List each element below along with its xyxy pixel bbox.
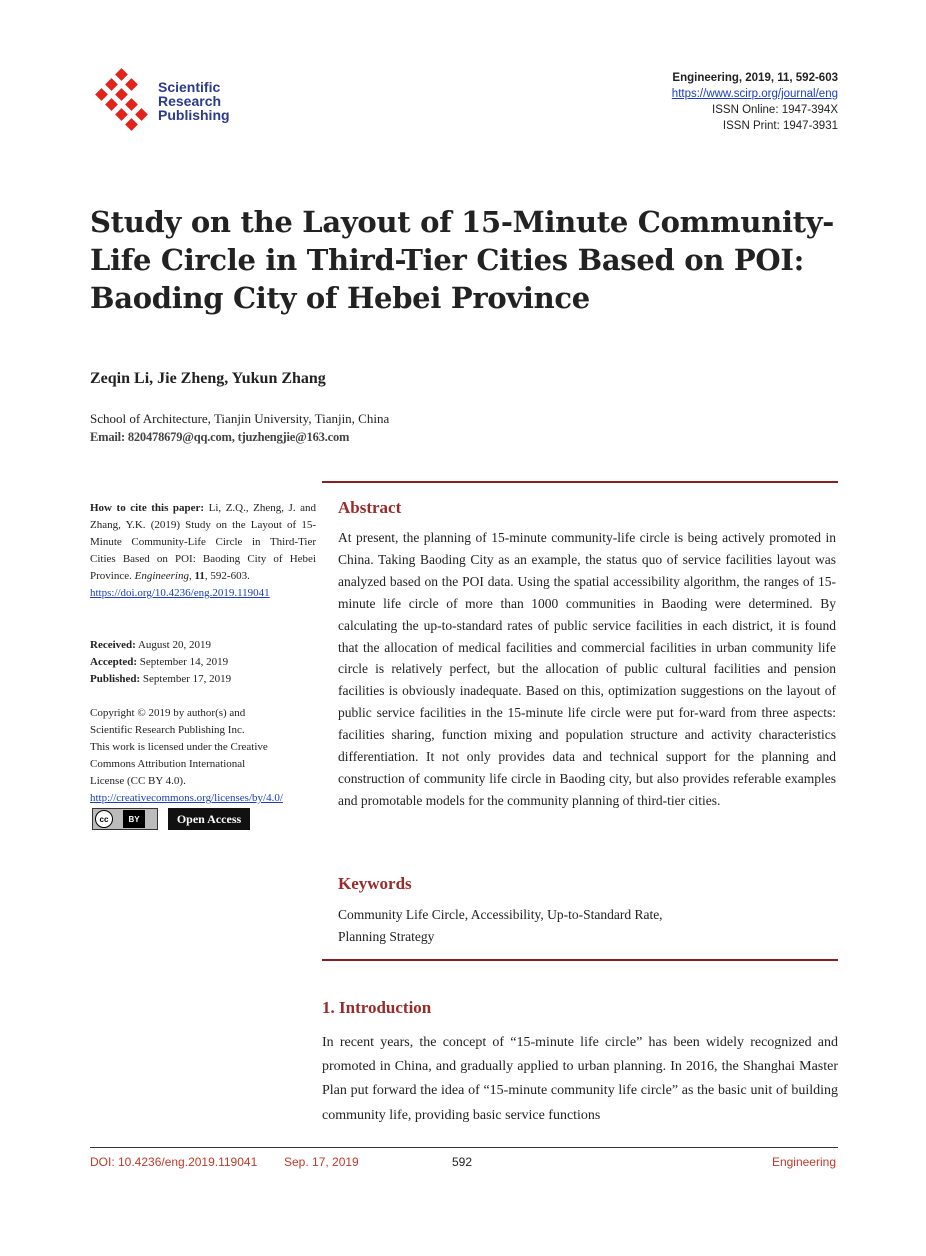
footer-doi: DOI: 10.4236/eng.2019.119041 [90,1155,258,1169]
keywords-line-2: Planning Strategy [338,929,435,944]
paper-title: Study on the Layout of 15-Minute Community-Life Circle in Third-Tier Cities Based on POI: Baoding City of Hebei Province [90,205,835,315]
license-link[interactable]: http://creativecommons.org/licenses/by/4.0/ [90,792,283,804]
accepted-date: September 14, 2019 [137,656,229,668]
license-line-3: License (CC BY 4.0). [90,775,186,787]
footer-date: Sep. 17, 2019 [284,1155,359,1169]
journal-url-link[interactable]: https://www.scirp.org/journal/eng [671,88,838,100]
abstract-top-rule [322,481,838,483]
published-date: September 17, 2019 [140,673,232,685]
license-line-1: This work is licensed under the Creative [90,741,268,753]
journal-citation: Engineering, 2019, 11, 592-603 [672,72,838,84]
issn-online: ISSN Online: 1947-394X [712,104,838,116]
intro-text: In recent years, the concept of “15-minute life circle” has been widely recognized and promoted in China, and gradually applied to urban planning. In 2016, the Shanghai Master Plan put forward the idea of “15-minute community life circle” as the basic unit of building community life, providing basic service functions [322,1035,838,1123]
publisher-name [158,80,230,122]
cc-icon: cc [95,810,113,828]
doi-link[interactable]: https://doi.org/10.4236/eng.2019.119041 [90,587,270,599]
license-line-2: Commons Attribution International [90,758,246,770]
publisher-line-2: Research [158,93,222,109]
abstract-bottom-rule [322,959,838,961]
how-to-cite [90,500,316,602]
cite-volume: 11 [194,570,205,582]
publisher-logo[interactable] [90,68,250,140]
footer-rule [90,1147,838,1148]
cite-journal: Engineering [134,570,189,582]
paper-authors: Zeqin Li, Jie Zheng, Yukun Zhang [90,370,326,387]
abstract-text: At present, the planning of 15-minute community-life circle is being actively promoted in China. Taking Baoding City as an example, the status quo of service facilities layout was analyzed based on the POI data. Using the spatial accessibility algorithm, the ranges of 15-minute life circle of more than 1000 communities in Baoding were determined. By calculating the up-to-standard rates of public service facilities in each district, it is found that the allocation of medical facilities and commercial facilities in urban community life circle is relatively perfect, but the allocation of public cultural facilities and pension facilities is obviously inadequate. Based on this, optimization suggestions on the layout of public service facilities in the 15-minute life circle were put for-ward from three aspects: facilities sharing, function mixing and population structure and activity characteristics differentiation. It not only provides data and technical support for the planning and construction of community life circle in Baoding city, but also provides referable examples and promotable models for the community planning of third-tier cities. [338,530,836,808]
published-label: Published: [90,673,141,685]
cite-text: Li, Z.Q., Zheng, J. and Zhang, Y.K. (2019) Study on the Layout of 15-Minute Community-Life Circle in Third-Tier Cities Based on POI: Baoding City of Hebei Province. [90,502,316,582]
intro-heading: 1. Introduction [322,998,432,1017]
by-icon: BY [123,810,145,828]
scirp-logo-icon [90,68,154,132]
abstract-heading: Abstract [338,498,402,517]
publisher-line-1: Scientific [158,79,221,95]
cite-label: How to cite this paper: [90,502,205,514]
journal-info [672,70,838,134]
cite-sep: , [189,570,195,582]
accepted-label: Accepted: [90,656,138,668]
cc-by-badge[interactable] [92,808,158,830]
page-number: 592 [452,1155,473,1169]
issn-print: ISSN Print: 1947-3931 [722,120,838,132]
copyright-line-2: Scientific Research Publishing Inc. [90,724,245,736]
keywords-text [338,904,836,948]
received-date: August 20, 2019 [135,639,211,651]
publication-dates [90,637,316,688]
license-badges [92,808,252,830]
keywords-line-1: Community Life Circle, Accessibility, Up-to-Standard Rate, [338,907,663,922]
publisher-line-3: Publishing [158,107,230,123]
cite-pages: , 592-603. [204,570,250,582]
copyright-line-1: Copyright © 2019 by author(s) and [90,707,246,719]
author-email: Email: 820478679@qq.com, tjuzhengjie@163.com [90,430,350,444]
received-label: Received: [90,639,136,651]
keywords-heading: Keywords [338,874,412,893]
license-block [90,705,316,807]
open-access-badge[interactable]: Open Access [168,808,250,830]
footer-journal: Engineering [771,1155,836,1169]
author-affiliation: School of Architecture, Tianjin University, Tianjin, China [90,411,390,426]
